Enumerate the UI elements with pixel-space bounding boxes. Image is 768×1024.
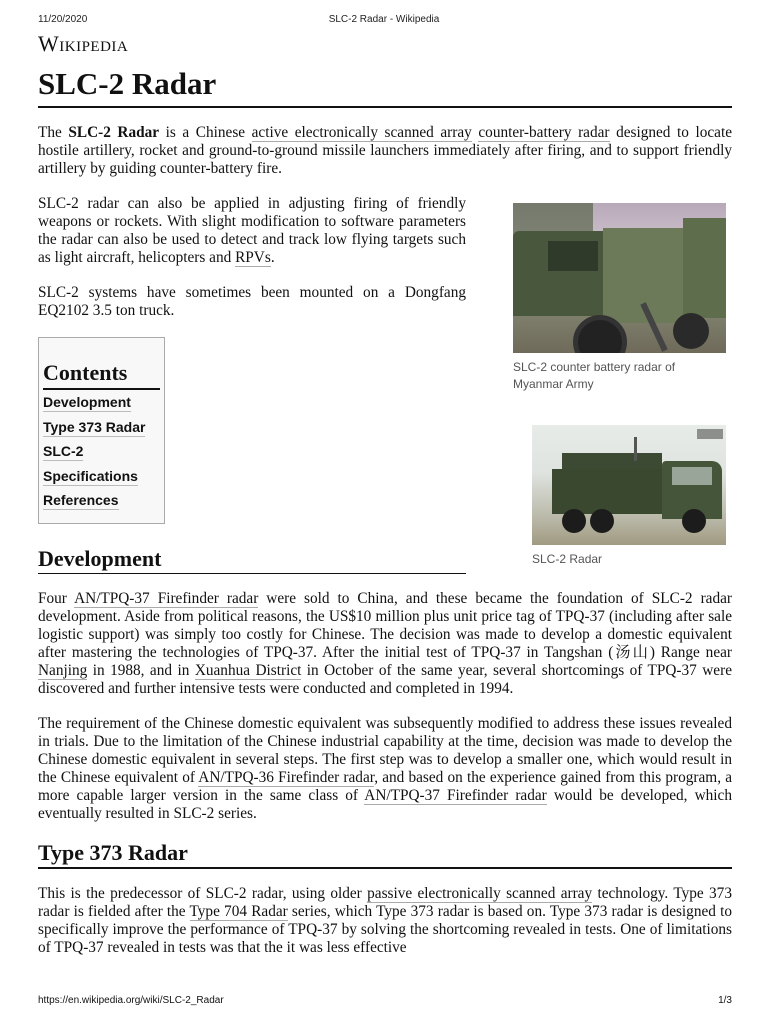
article-link[interactable]: Nanjing [38,661,88,679]
article-link[interactable]: AN/TPQ-37 Firefinder radar [364,786,547,804]
truck-radar-image[interactable] [532,425,726,545]
article-link[interactable]: Xuanhua District [194,661,302,679]
figure-myanmar-radar [513,203,726,393]
footer-page-number: 1/3 [718,995,732,1006]
heading-development: Development [38,546,466,574]
toc-item-type-373-radar[interactable]: Type 373 Radar [43,418,146,435]
article-link[interactable]: counter-battery radar [478,124,610,141]
footer-url: https://en.wikipedia.org/wiki/SLC-2_Radar [38,995,224,1006]
table-of-contents [38,337,165,524]
article-link[interactable]: active electronically scanned array [251,124,472,141]
heading-type-373-radar: Type 373 Radar [38,840,732,869]
text-run: would be developed, which eventually resulted in SLC-2 series. [38,786,732,822]
article-link[interactable]: AN/TPQ-36 Firefinder radar [198,768,375,786]
article-body [38,124,732,974]
article-link[interactable]: RPVs [235,249,271,266]
toc-item-development[interactable]: Development [43,394,131,410]
print-date: 11/20/2020 [38,14,88,25]
intro-paragraph [38,124,732,178]
development-paragraph-1 [38,590,732,698]
text-run: . [270,249,275,266]
toc-item-specifications[interactable]: Specifications [43,467,138,484]
text-run: series, which Type 373 radar is based on. Type 373 radar is designed to specifically improve the performance of TPQ-37 by solving the shortcoming revealed in tests. One of limitations of TPQ-37 revealed in tests was that the it was less effective [38,902,733,956]
toc-item-slc-2[interactable]: SLC-2 [43,443,84,459]
text-run: SLC-2 systems have sometimes been mounted on a Dongfang EQ2102 3.5 ton truck. [38,284,466,319]
figure-caption: SLC-2 Radar [532,552,603,566]
development-paragraph-2 [38,715,732,823]
text-run: SLC-2 radar can also be applied in adjusting firing of friendly weapons or rockets. With slight modification to software parameters the radar can also be used to detect and track low flying targets such as light aircraft, helicopters and [38,195,466,266]
text-run: This is the predecessor of SLC-2 radar, using older [38,884,368,902]
figure-slc2-radar [532,425,726,568]
text-run: The [38,124,69,141]
text-run: in October of the same year, several shortcomings of TPQ-37 were discovered and further intensive tests were conducted and completed in 1994. [38,661,732,697]
truck-radar-image[interactable] [513,203,726,353]
print-title: SLC-2 Radar - Wikipedia [328,14,440,25]
toc-title: Contents [43,360,160,390]
toc-item-references[interactable]: References [43,492,119,508]
article-link[interactable]: passive electronically scanned array [367,884,593,902]
image-column [486,203,732,568]
article-link[interactable]: AN/TPQ-37 Firefinder radar [74,589,259,607]
text-run: were sold to China, and these became the foundation of SLC-2 radar development. Aside from political reasons, the US$10 million plus unit price tag of TPQ-37 (including after sale logistic support) was simply too costly for Chinese. The decision was made to develop a domestic equivalent after mastering the technologies of TPQ-37. After the initial test of TPQ-37 in Tangshan (汤山) Range near [38,589,732,661]
article-link[interactable]: Type 704 Radar [189,902,288,920]
text-run: technology. Type 373 radar is fielded after the [38,884,732,920]
text-run: is a Chinese [159,124,252,141]
text-run: , and based on the experience gained from this program, a more capable larger version in the same class of [38,768,732,804]
title-rule [38,106,732,108]
text-run: in 1988, and in [87,661,195,679]
text-run: designed to locate hostile artillery, rocket and ground-to-ground missile launchers immediately after firing, and to support friendly artillery by guiding counter-battery fire. [38,124,733,177]
bold-term: SLC-2 Radar [68,124,160,141]
type-373-paragraph [38,885,732,957]
text-run: Four [38,589,75,607]
text-run: The requirement of the Chinese domestic equivalent was subsequently modified to address these issues revealed in trials. Due to the limitation of the Chinese industrial capability at the time, decision was made to develop the Chinese domestic equivalent in several steps. The first step was to develop a smaller one, which would result in the Chinese equivalent of [38,714,732,786]
page-title: SLC-2 Radar [38,66,217,101]
wikipedia-logo[interactable]: Wikipedia [38,31,129,56]
figure-caption: SLC-2 counter battery radar of Myanmar Army [513,360,676,391]
